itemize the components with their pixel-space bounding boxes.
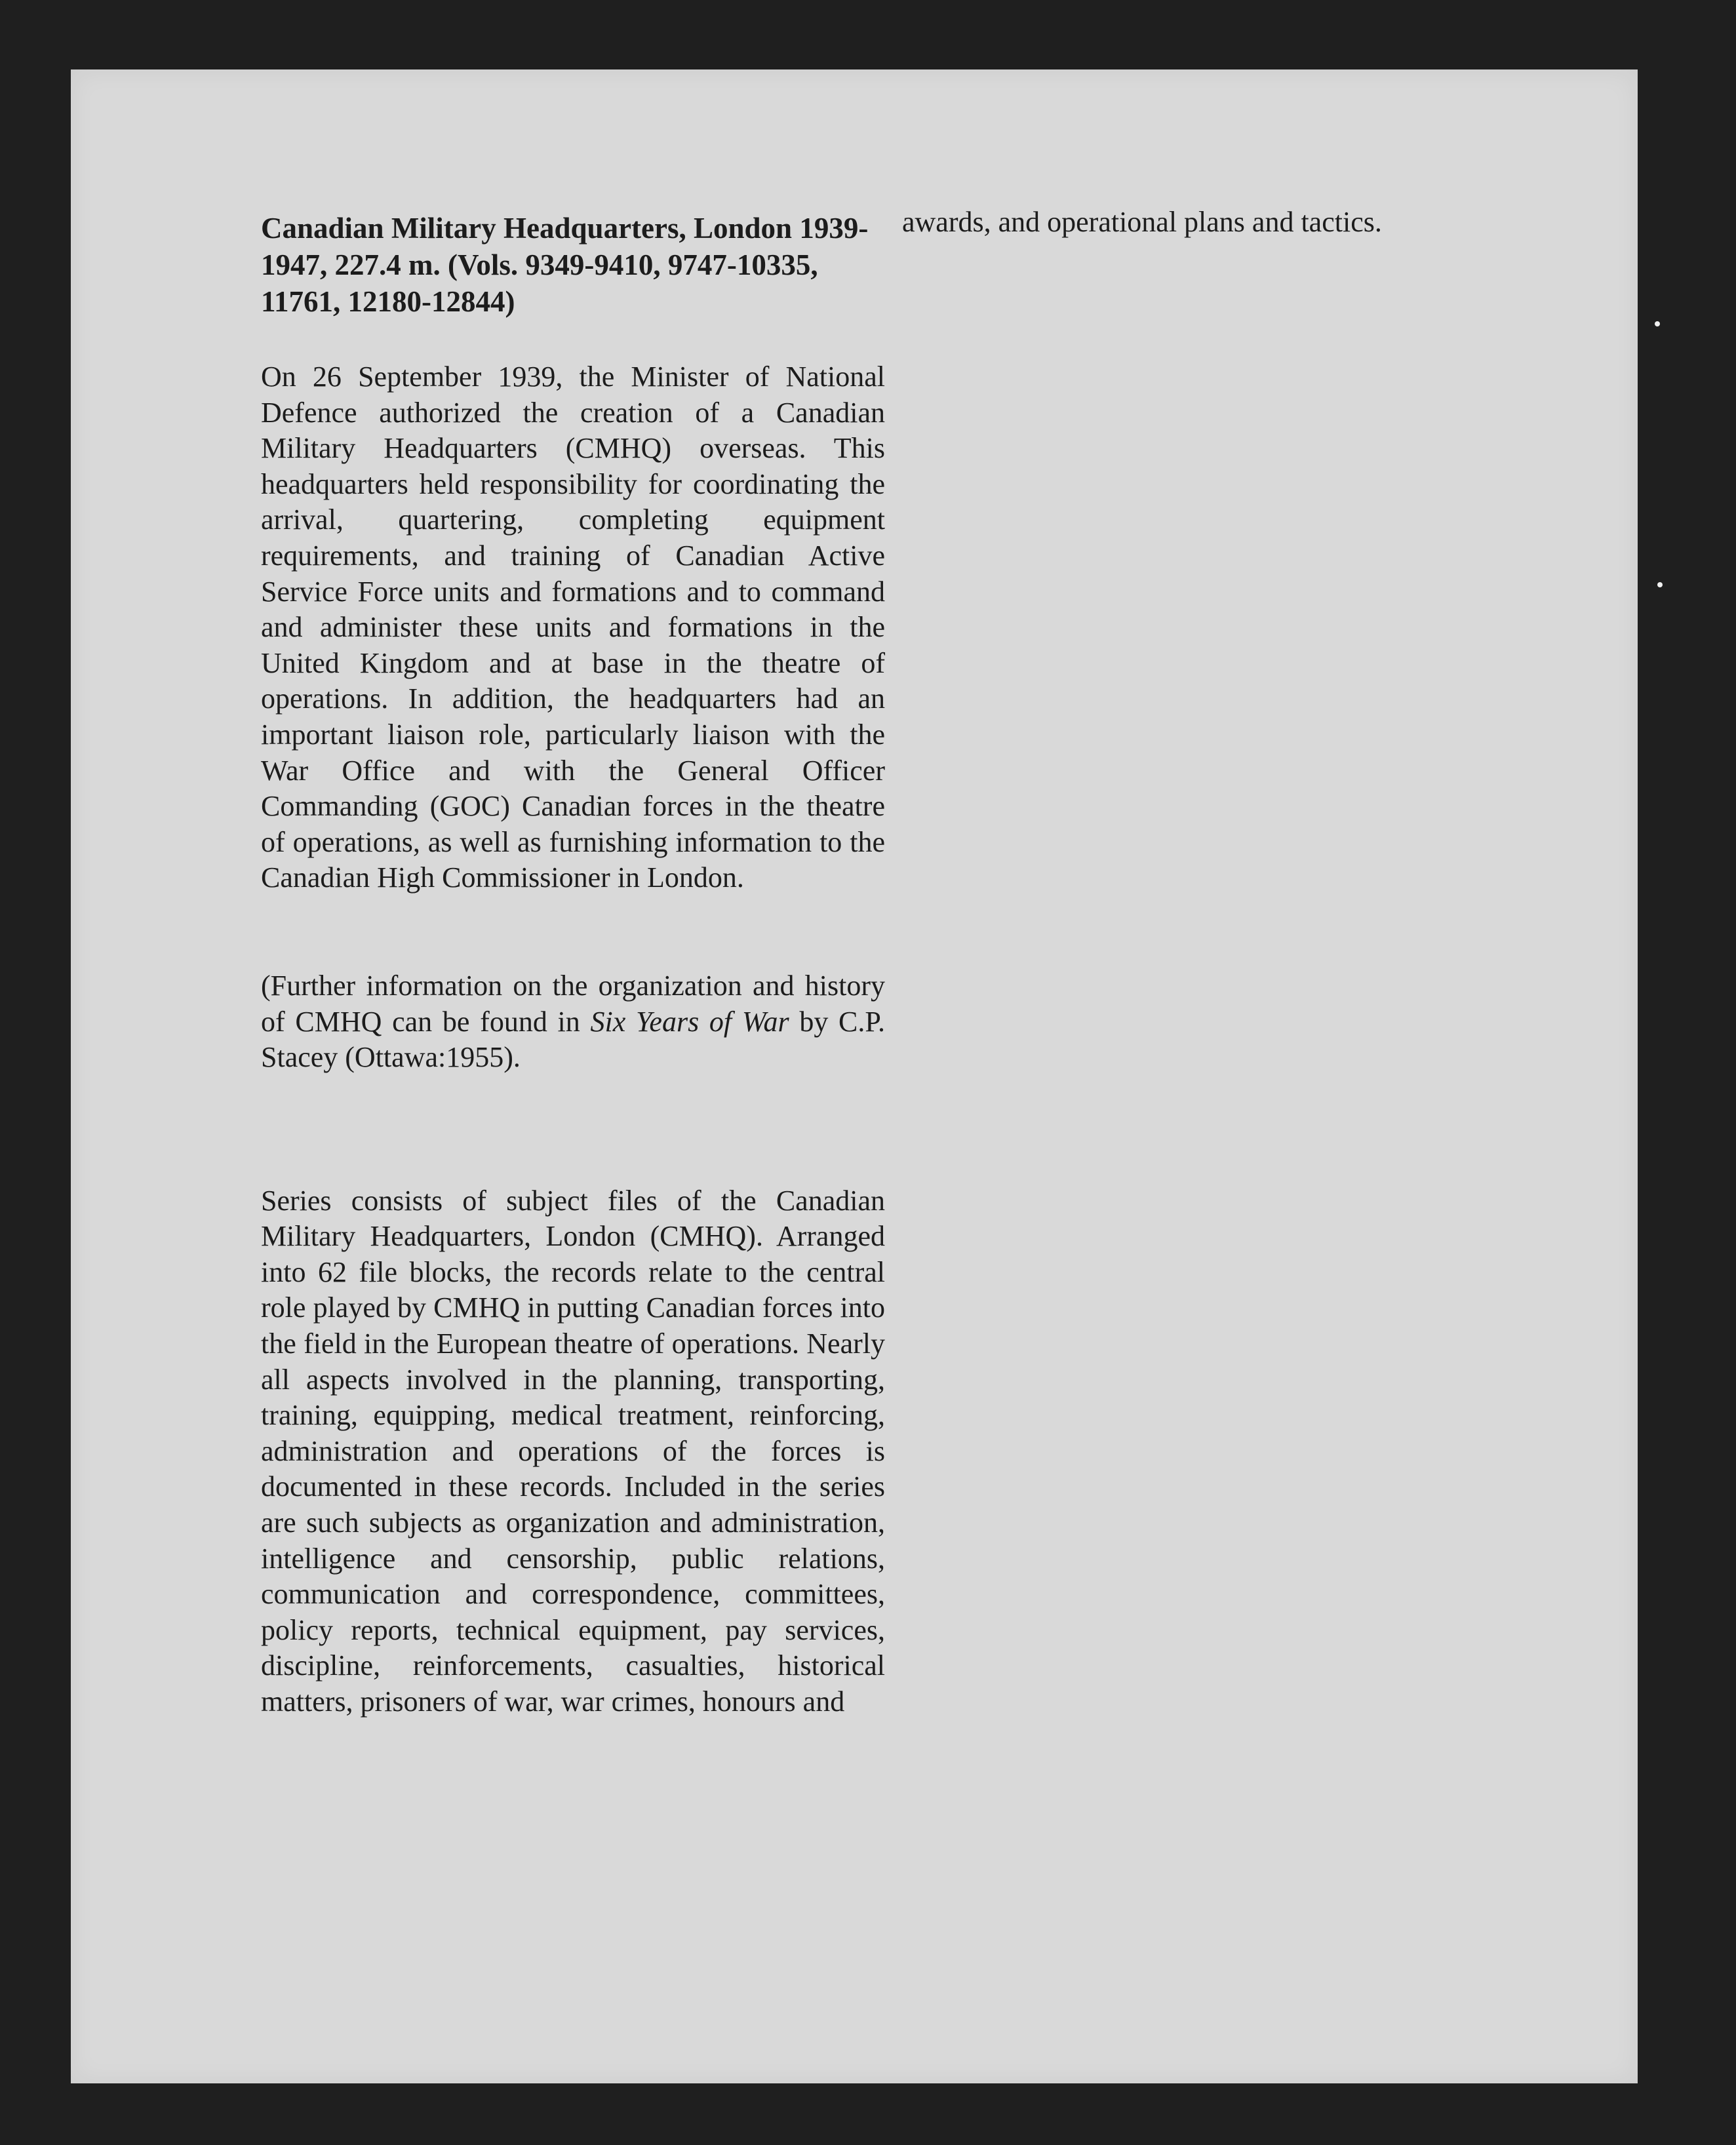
scan-speck [1657, 582, 1663, 587]
record-heading: Canadian Military Headquarters, London 1939-1947, 227.4 m. (Vols. 9349-9410, 9747-10335, 11761, 12180-12844) [261, 212, 869, 318]
history-paragraph: On 26 September 1939, the Minister of National Defence authorized the creation of a Canadian Military Headquarters (CMHQ) overseas. This headquarters held responsibility for coordinating the arrival, quartering, completing equipment requirements, and training of Canadian Active Service Force units and formations and to command and administer these units and formations in the United Kingdom and at base in the theatre of operations. In addition, the headquarters had an important liaison role, particularly liaison with the War Office and with the General Officer Commanding (GOC) Canadian forces in the theatre of operations, as well as furnishing information to the Canadian High Commissioner in London. [261, 361, 885, 894]
continued-text: awards, and operational plans and tactics. [902, 206, 1382, 238]
book-title: Six Years of War [590, 1005, 789, 1038]
right-column [902, 205, 1512, 241]
further-info-paragraph [261, 968, 885, 1076]
left-column [261, 210, 885, 1720]
further-info-text: (Further information on the organization and history of CMHQ can be found in [261, 969, 885, 1038]
document-page [71, 69, 1638, 2083]
series-description-paragraph: Series consists of subject files of the Canadian Military Headquarters, London (CMHQ). Arranged into 62 file blocks, the records relate to the central role played by CMHQ in putting Canadian forces into the field in the European theatre of operations. Nearly all aspects involved in the planning, transporting, training, equipping, medical treatment, reinforcing, administration and operations of the forces is documented in these records. Included in the series are such subjects as organization and administration, intelligence and censorship, public relations, communication and correspondence, committees, policy reports, technical equipment, pay services, discipline, reinforcements, casualties, historical matters, prisoners of war, war crimes, honours and [261, 1184, 885, 1718]
scan-speck [1655, 321, 1660, 326]
further-info-citation: by C.P. Stacey (Ottawa:1955). [261, 1005, 886, 1074]
